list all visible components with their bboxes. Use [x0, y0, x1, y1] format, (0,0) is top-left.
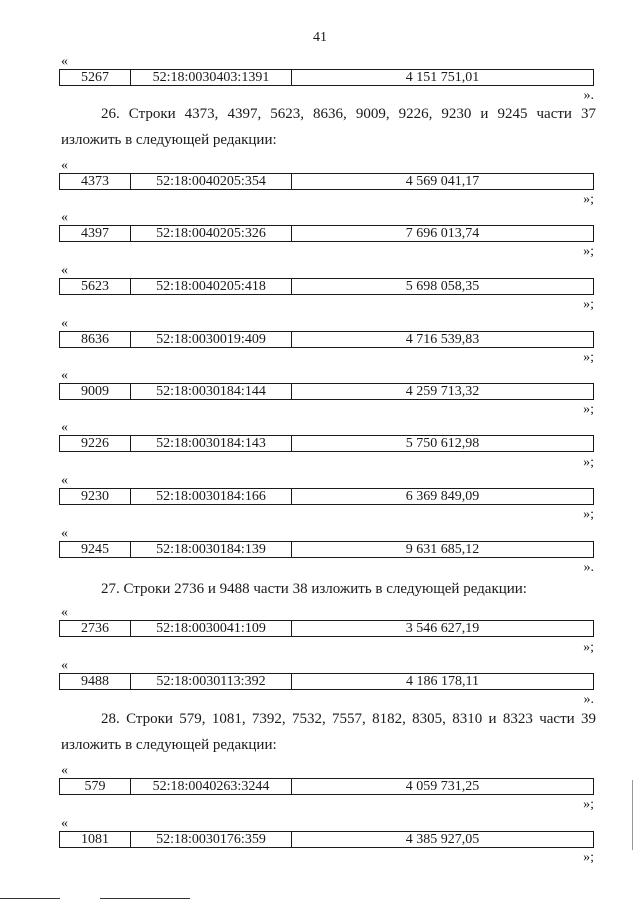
close-quote: »;: [583, 350, 594, 365]
row-number: 9488: [60, 674, 131, 689]
cadastral-number: 52:18:0030184:143: [131, 436, 292, 451]
table-row: [59, 383, 594, 400]
open-quote: «: [61, 54, 68, 69]
cadastral-value: 7 696 013,74: [405, 226, 480, 241]
open-quote: «: [61, 605, 68, 620]
cadastral-number: 52:18:0030113:392: [131, 674, 292, 689]
table-row: [59, 435, 594, 452]
open-quote: «: [61, 316, 68, 331]
close-quote: »;: [583, 507, 594, 522]
close-quote: »;: [583, 297, 594, 312]
cadastral-number: 52:18:0030403:1391: [131, 70, 292, 85]
page-number: 41: [313, 30, 327, 45]
close-quote: »;: [583, 455, 594, 470]
close-quote: »;: [583, 402, 594, 417]
scan-edge-line: [632, 780, 633, 850]
close-quote: ».: [583, 692, 594, 707]
table-row: [59, 778, 594, 795]
row-number: 9009: [60, 384, 131, 399]
scan-bottom-line: [0, 898, 60, 899]
cadastral-number: 52:18:0040263:3244: [131, 779, 292, 794]
close-quote: »;: [583, 640, 594, 655]
open-quote: «: [61, 263, 68, 278]
cadastral-number: 52:18:0030041:109: [131, 621, 292, 636]
scan-bottom-line: [100, 898, 190, 899]
cadastral-value: 4 059 731,25: [405, 779, 480, 794]
cadastral-value: 4 186 178,11: [406, 674, 479, 689]
cadastral-value: 4 385 927,05: [405, 832, 480, 847]
row-number: 9230: [60, 489, 131, 504]
row-number: 2736: [60, 621, 131, 636]
open-quote: «: [61, 158, 68, 173]
paragraph-28: 28. Строки 579, 1081, 7392, 7532, 7557, 8182, 8305, 8310 и 8323 части 39 изложить в следующей редакции:: [61, 711, 596, 753]
table-row: [59, 541, 594, 558]
cadastral-number: 52:18:0030176:359: [131, 832, 292, 847]
cadastral-number: 52:18:0040205:418: [131, 279, 292, 294]
open-quote: «: [61, 763, 68, 778]
open-quote: «: [61, 816, 68, 831]
close-quote: »;: [583, 850, 594, 865]
row-number: 5623: [60, 279, 131, 294]
cadastral-number: 52:18:0030184:166: [131, 489, 292, 504]
cadastral-value: 5 750 612,98: [405, 436, 480, 451]
cadastral-value: 4 716 539,83: [405, 332, 480, 347]
row-number: 1081: [60, 832, 131, 847]
cadastral-value: 4 569 041,17: [405, 174, 480, 189]
close-quote: ».: [583, 560, 594, 575]
cadastral-value: 4 259 713,32: [405, 384, 480, 399]
row-number: 9245: [60, 542, 131, 557]
cadastral-number: 52:18:0030019:409: [131, 332, 292, 347]
row-number: 579: [60, 779, 131, 794]
open-quote: «: [61, 658, 68, 673]
close-quote: »;: [583, 244, 594, 259]
cadastral-number: 52:18:0040205:354: [131, 174, 292, 189]
open-quote: «: [61, 210, 68, 225]
cadastral-value: 6 369 849,09: [405, 489, 480, 504]
table-row: [59, 331, 594, 348]
open-quote: «: [61, 473, 68, 488]
close-quote: ».: [583, 88, 594, 103]
row-number: 4373: [60, 174, 131, 189]
cadastral-number: 52:18:0040205:326: [131, 226, 292, 241]
paragraph-27: 27. Строки 2736 и 9488 части 38 изложить в следующей редакции:: [101, 581, 527, 597]
row-number: 8636: [60, 332, 131, 347]
open-quote: «: [61, 368, 68, 383]
open-quote: «: [61, 526, 68, 541]
cadastral-value: 5 698 058,35: [405, 279, 480, 294]
row-number: 4397: [60, 226, 131, 241]
paragraph-26: 26. Строки 4373, 4397, 5623, 8636, 9009, 9226, 9230 и 9245 части 37 изложить в следующей редакции:: [61, 106, 596, 148]
table-row: [59, 488, 594, 505]
cadastral-value: 3 546 627,19: [405, 621, 480, 636]
open-quote: «: [61, 420, 68, 435]
row-number: 9226: [60, 436, 131, 451]
cadastral-number: 52:18:0030184:139: [131, 542, 292, 557]
table-row: [59, 278, 594, 295]
cadastral-value: 4 151 751,01: [405, 70, 480, 85]
table-row: [59, 69, 594, 86]
cadastral-value: 9 631 685,12: [405, 542, 480, 557]
close-quote: »;: [583, 797, 594, 812]
table-row: [59, 225, 594, 242]
row-number: 5267: [60, 70, 131, 85]
close-quote: »;: [583, 192, 594, 207]
cadastral-number: 52:18:0030184:144: [131, 384, 292, 399]
table-row: [59, 620, 594, 637]
table-row: [59, 673, 594, 690]
table-row: [59, 831, 594, 848]
table-row: [59, 173, 594, 190]
